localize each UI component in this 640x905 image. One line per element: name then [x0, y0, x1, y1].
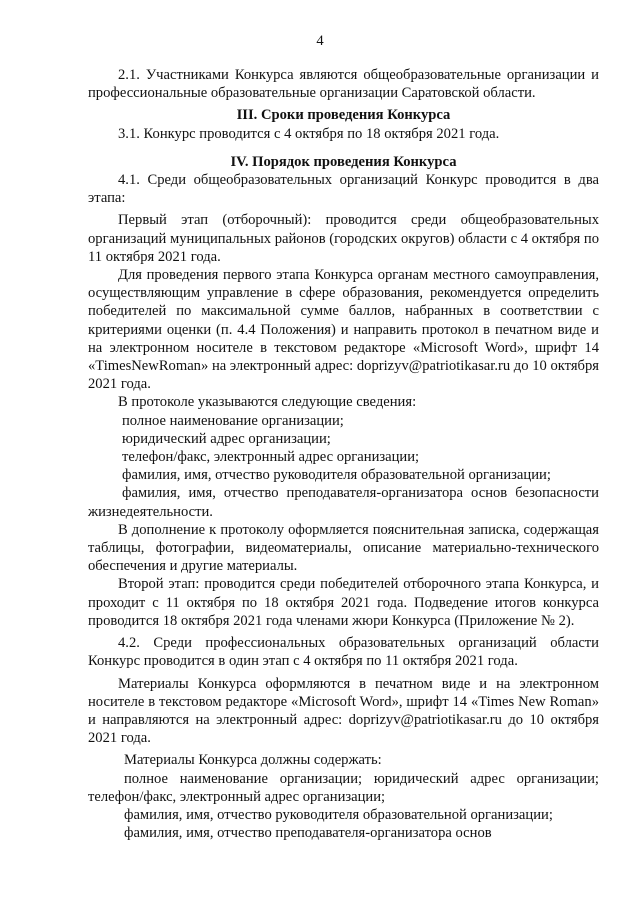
paragraph-materials: Материалы Конкурса оформляются в печатном виде и на электронном носителе в текстовом редакторе «Microsoft Word», шрифт 14 «Times New Roman» и направляются на электронный адрес: doprizyv@patriotikasar.ru до 10 октября 2021 года. — [88, 675, 599, 747]
list-item: полное наименование организации; — [122, 412, 344, 429]
list-item: фамилия, имя, отчество преподавателя-организатора основ безопасности жизнедеятельности. — [88, 485, 599, 520]
list-item: телефон/факс, электронный адрес организации; — [122, 449, 420, 466]
paragraph-3-1: 3.1. Конкурс проводится с 4 октября по 18 октября 2021 года. — [118, 125, 500, 142]
paragraph-materials-contain: Материалы Конкурса должны содержать: — [124, 752, 382, 769]
page-number: 4 — [316, 33, 324, 49]
paragraph-protocol-info: В протоколе указываются следующие сведения: — [118, 394, 417, 411]
paragraph-protocol: Для проведения первого этапа Конкурса органам местного самоуправления, осуществляющим управление в сфере образования, рекомендуется определить победителей по максимальной сумме баллов, набранных в соответствии с критериями оценки (п. 4.4 Положения) и направить протокол в печатном виде и на электронном носителе в текстовом редакторе «Microsoft Word», шрифт 14 «TimesNewRoman» на электронный адрес: doprizyv@patriotikasar.ru до 10 октября 2021 года. — [88, 267, 599, 393]
section-heading-3: III. Сроки проведения Конкурса — [236, 107, 451, 124]
section-heading-4: IV. Порядок проведения Конкурса — [230, 153, 457, 170]
list-item: фамилия, имя, отчество руководителя образовательной организации; — [122, 467, 551, 484]
list-item: полное наименование организации; юридический адрес организации; телефон/факс, электронный адрес организации; — [88, 770, 599, 805]
paragraph-2-1: 2.1. Участниками Конкурса являются общеобразовательные организации и профессиональные образовательные организации Саратовской области. — [88, 67, 599, 102]
list-item: фамилия, имя, отчество руководителя образовательной организации; — [124, 806, 553, 823]
list-item: юридический адрес организации; — [122, 430, 331, 447]
paragraph-addition: В дополнение к протоколу оформляется пояснительная записка, содержащая таблицы, фотографии, видеоматериалы, описание материально-технического обеспечения и другие материалы. — [88, 521, 599, 575]
paragraph-4-2: 4.2. Среди профессиональных образовательных организаций области Конкурс проводится в один этап с 4 октября по 11 октября 2021 года. — [88, 635, 599, 670]
list-item: фамилия, имя, отчество преподавателя-организатора основ — [124, 825, 492, 842]
paragraph-4-1: 4.1. Среди общеобразовательных организаций Конкурс проводится в два этапа: — [88, 172, 599, 207]
document-body — [88, 66, 599, 842]
paragraph-first-stage: Первый этап (отборочный): проводится среди общеобразовательных организаций муниципальных районов (городских округов) области с 4 октября по 11 октября 2021 года. — [88, 212, 599, 265]
paragraph-second-stage: Второй этап: проводится среди победителей отборочного этапа Конкурса, и проходит с 11 октября по 18 октября 2021 года. Подведение итогов конкурса проводится 18 октября 2021 года членами жюри Конкурса (Приложение № 2). — [88, 576, 599, 629]
